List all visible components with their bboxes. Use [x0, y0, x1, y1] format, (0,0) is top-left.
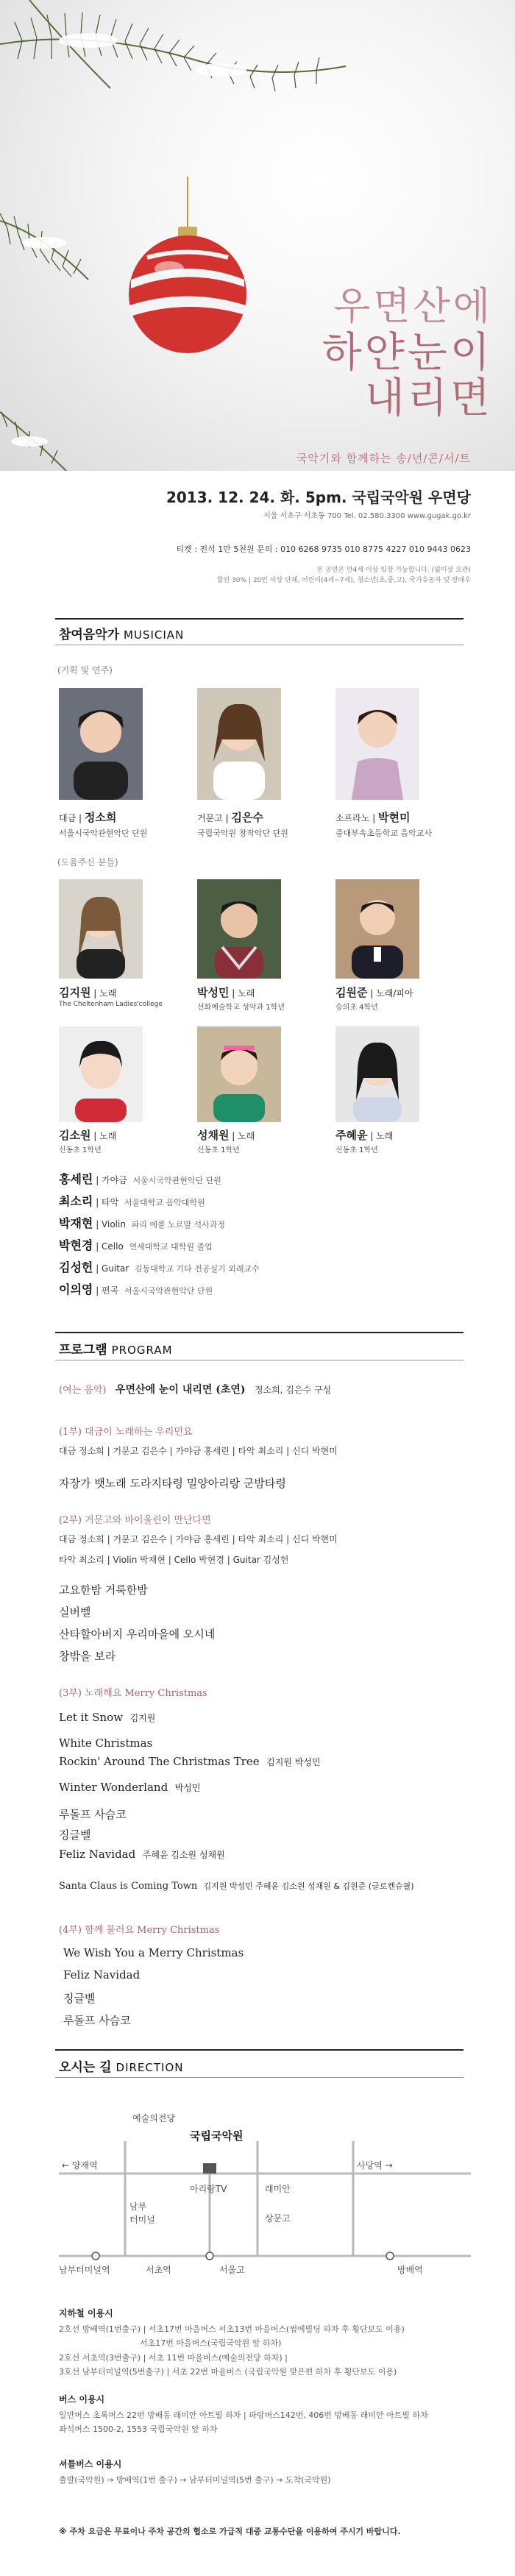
part3-item: Rockin' Around The Christmas Tree 김지원 박성민 — [59, 1755, 321, 1768]
part2-song: 고요한밤 거룩한밤 — [59, 1583, 148, 1597]
map-label-gugak: 국립국악원 — [190, 2129, 244, 2143]
christmas-ornament-icon — [110, 177, 250, 361]
program-title-en: PROGRAM — [111, 1344, 173, 1357]
avatar — [59, 1026, 143, 1122]
musician-title-en: MUSICIAN — [124, 628, 185, 642]
program-section-title — [59, 1339, 173, 1358]
shuttle-info: 출발(국악원) → 방배역(1번 출구) → 남부터미널역(5번 출구) → 도착(국악원) — [59, 2475, 331, 2485]
musician-row: 홍세린 | 가야금 서울시국악관현악단 단원 — [59, 1172, 221, 1186]
bus-heading: 버스 이용시 — [59, 2394, 105, 2405]
map-label-bangbae: 방배역 — [397, 2265, 423, 2275]
concert-title — [294, 287, 493, 421]
subway-info: 2호선 방배역(1번출구) | 서초17번 마을버스 서초13번 마을버스(썸에빌딩 하차 후 횡단보도 이용) 서초17번 마을버스(국립국악원 앞 하차) 2호선 서초역(3번출구) | 서초 11번 마을버스(예술의전당 하차) | 3호선 남부터미널역(5번출구) | 서초 22번 마을버스 (국립국악원 맞은편 하차 후 횡단보도 이용) — [59, 2324, 405, 2377]
part3-item: White Christmas — [59, 1736, 153, 1750]
part4-song: 루돌프 사슴코 — [63, 2014, 131, 2027]
section-divider — [55, 1332, 464, 1333]
map-roads — [59, 2112, 471, 2281]
hero-banner — [0, 0, 515, 471]
musician-title-ko: 참여음악가 — [59, 628, 120, 642]
avatar — [59, 879, 143, 979]
title-line-1: 우면산에 — [333, 285, 493, 329]
part1-label: (1부) 대금이 노래하는 우리민요 — [59, 1427, 193, 1438]
concert-date: 2013. 12. 24. 화. 5pm. 국립국악원 우면당 — [166, 489, 471, 506]
notice-discount: 할인 30% | 20인 이상 단체, 어린이(4세~7세), 청소년(초,중,고), 국가유공자 및 장애우 — [216, 577, 471, 585]
shuttle-heading: 셔틀버스 이용시 — [59, 2459, 122, 2469]
musician-row: 박재현 | Violin 파리 에콜 노르말 석사과정 — [59, 1216, 225, 1230]
intro-credit: 정소희, 김은수 구성 — [254, 1385, 332, 1395]
map-label-terminal: 터미널 — [129, 2215, 155, 2225]
planner-info: 국립국악원 창작악단 단원 — [197, 828, 288, 838]
planner-info: 서울시국악관현악단 단원 — [59, 828, 148, 838]
map-label-seoulgyo: 서울고 — [219, 2265, 245, 2275]
part4-song: We Wish You a Merry Christmas — [63, 1946, 244, 1959]
map-label-arts-center: 예술의전당 — [132, 2113, 175, 2123]
map-label-nambu-station: 남부터미널역 — [59, 2265, 110, 2275]
part3-item: 루돌프 사슴코 — [59, 1808, 127, 1821]
part2-performers-1: 대금 정소희 | 거문고 김은수 | 가야금 홍세린 | 타악 최소리 | 신디 박현미 — [59, 1534, 338, 1544]
helper-info: The Cheltenham Ladies'college — [59, 1001, 163, 1008]
planner-info: 중대부속초등학교 음악교사 — [335, 828, 433, 838]
part2-song: 실버벨 — [59, 1605, 91, 1619]
planner-name: 거문고 | 김은수 — [197, 811, 263, 824]
venue-address: 서울 서초구 서초동 700 Tel. 02.580.3300 www.gugak.go.kr — [263, 512, 471, 520]
assist-label: (도움주신 분들) — [57, 857, 118, 867]
avatar — [197, 1026, 281, 1122]
helper-info: 승의초 4학년 — [335, 1004, 378, 1012]
helper-name: 김소원 | 노래 — [59, 1129, 117, 1142]
helper-info: 신동초 1학년 — [197, 1146, 240, 1154]
map-label-raemian: 래미안 — [265, 2184, 291, 2194]
map-label-yangjae: ← 양재역 — [62, 2160, 98, 2171]
part3-item: 징글벨 — [59, 1828, 91, 1842]
map-label-sangmun: 상문고 — [265, 2213, 291, 2224]
part1-songs: 자장가 뱃노래 도라지타령 밀양아리랑 군밤타령 — [59, 1477, 286, 1490]
part3-item: Santa Claus is Coming Town 김지원 박성민 주혜윤 김소원 성채원 & 김원준 (글로켄슈필) — [59, 1881, 414, 1892]
map-label-seocho-station: 서초역 — [146, 2265, 171, 2275]
musician-row: 이의영 | 편곡 서울시국악관현악단 단원 — [59, 1282, 213, 1296]
section-divider — [55, 618, 464, 620]
helper-info: 신동초 1학년 — [59, 1146, 102, 1154]
helper-name: 박성민 | 노래 — [197, 986, 255, 999]
helper-name: 성채원 | 노래 — [197, 1129, 255, 1142]
part2-label: (2부) 거문고와 바이올린이 만난다면 — [59, 1515, 211, 1526]
part4-song: 징글벨 — [63, 1992, 96, 2005]
map-label-nambu: 남부 — [129, 2201, 147, 2212]
section-divider — [55, 2049, 464, 2051]
part1-performers: 대금 정소희 | 거문고 김은수 | 가야금 홍세린 | 타악 최소리 | 신디 박현미 — [59, 1446, 338, 1456]
part2-song: 창밖을 보라 — [59, 1650, 116, 1663]
title-line-3: 내리면 — [364, 375, 493, 423]
planning-label: (기획 및 연주) — [57, 665, 113, 675]
ticket-info: 티켓 : 전석 1만 5천원 문의 : 010 6268 9735 010 8775 4227 010 9443 0623 — [176, 544, 471, 554]
musician-row: 최소리 | 타악 서울대학교 음악대학원 — [59, 1194, 205, 1208]
subway-heading: 지하철 이용시 — [59, 2308, 113, 2318]
helper-name: 김원준 | 노래/피아 — [335, 986, 413, 999]
planner-name: 소프라노 | 박현미 — [335, 811, 411, 824]
part4-song: Feliz Navidad — [63, 1968, 141, 1981]
map-label-sadang: 사당역 → — [357, 2160, 393, 2171]
intro-label: (여는 음악) 우면산에 눈이 내리면 (초연) 정소희, 김은수 구성 — [59, 1384, 332, 1396]
avatar — [335, 879, 419, 979]
part3-item: Winter Wonderland 박성민 — [59, 1781, 201, 1794]
avatar — [197, 879, 281, 979]
helper-name: 김지원 | 노래 — [59, 986, 117, 999]
parking-note: ※ 주차 요금은 무료이나 주차 공간의 협소로 가급적 대중 교통수단을 이용하여 주시기 바랍니다. — [59, 2527, 401, 2536]
bus-info: 일반버스 초록버스 22번 방배동 래미안 아트빌 하차 | 파랑버스142번, 406번 방배동 래미안 아트빌 하차 좌석버스 1500-2, 1553 국립국악원 앞 하차 — [59, 2410, 428, 2435]
avatar — [59, 688, 143, 800]
musician-row: 박현경 | Cello 연세대학교 대학원 졸업 — [59, 1238, 213, 1252]
concert-subtitle: 국악기와 함께하는 송/년/콘/서/트 — [296, 452, 471, 465]
part3-label: (3부) 노래해요 Merry Christmas — [59, 1688, 207, 1699]
part2-performers-2: 타악 최소리 | Violin 박재현 | Cello 박현경 | Guitar 김성헌 — [59, 1555, 289, 1565]
planner-name: 대금 | 정소희 — [59, 811, 117, 824]
program-title-ko: 프로그램 — [59, 1343, 107, 1358]
direction-title-ko: 오시는 길 — [59, 2060, 112, 2075]
notice-block — [217, 565, 471, 586]
helper-info: 선화예술학교 성악과 1학년 — [197, 1004, 285, 1012]
part4-label: (4부) 함께 불러요 Merry Christmas — [59, 1925, 220, 1936]
section-divider-thin — [55, 2077, 464, 2078]
helper-info: 신동초 1학년 — [335, 1146, 378, 1154]
avatar — [335, 1026, 419, 1122]
musician-row: 김성헌 | Guitar 김동대학교 기타 전공실기 외래교수 — [59, 1260, 260, 1274]
avatar — [335, 688, 419, 800]
notice-age: 본 공연은 만4세 이상 입장 가능합니다. (월이상 요관) — [316, 567, 471, 574]
intro-title: 우면산에 눈이 내리면 (초연) — [115, 1384, 246, 1396]
part3-item: Feliz Navidad 주혜윤 김소원 성채원 — [59, 1848, 225, 1861]
location-map — [59, 2112, 471, 2281]
direction-section-title — [59, 2057, 184, 2075]
title-line-2: 하얀눈이 — [322, 328, 493, 377]
helper-name: 주혜윤 | 노래 — [335, 1129, 394, 1142]
map-label-arirang: 아리랑TV — [190, 2184, 227, 2194]
direction-title-en: DIRECTION — [116, 2061, 184, 2074]
musician-section-title — [59, 624, 184, 642]
part2-song: 산타할아버지 우리마을에 오시네 — [59, 1628, 216, 1641]
avatar — [197, 688, 281, 800]
part3-item: Let it Snow 김지원 — [59, 1711, 156, 1724]
